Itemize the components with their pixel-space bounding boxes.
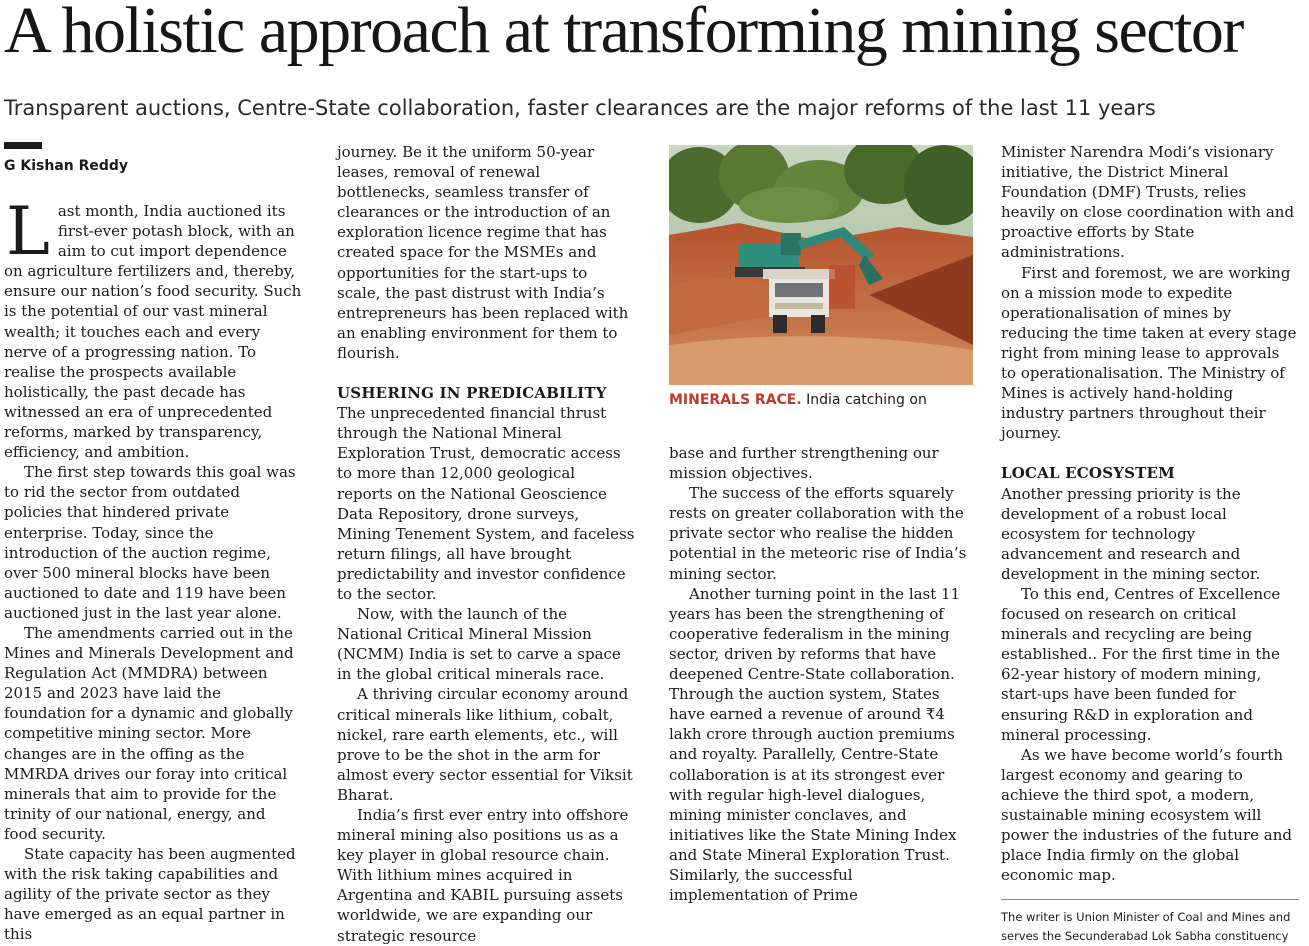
paragraph: base and further strengthening our mission objectives. [669,444,939,483]
paragraph: State capacity has been augmented with the risk taking capabilities and agility of the private sector as they have emerged as an equal partner in this [4,845,296,944]
paragraph: Another turning point in the last 11 years has been the strengthening of cooperative federalism in the mining sector, driven by reforms that have deepened Centre-State collaboration. Through the auction system, States have earned a revenue of around ₹4 lakh crore through auction premiums and royalty. Parallelly, Centre-State collaboration is at its strongest ever with regular high-level dialogues, mining minister conclaves, and initiatives like the State Mining Index and State Mineral Exploration Trust. Similarly, the successful implementation of Prime [669,584,961,905]
byline: G Kishan Reddy [4,158,129,174]
column-2 [337,142,635,946]
byline-bar [4,142,42,149]
deck-subheadline: Transparent auctions, Centre-State collaboration, faster clearances are the major reforms of the last 11 years [4,96,1156,120]
photo-caption [669,391,967,409]
author-footnote: The writer is Union Minister of Coal and Mines and serves the Secunderabad Lok Sabha constituency [1001,910,1291,944]
paragraph: The amendments carried out in the Mines and Minerals Development and Regulation Act (MMDRA) between 2015 and 2023 have laid the foundation for a dynamic and globally competitive mining sector. More changes are in the offing as the MMRDA drives our foray into critical minerals that aim to provide for the trinity of our national, energy, and food security. [4,623,294,843]
paragraph: To this end, Centres of Excellence focused on research on critical minerals and recycling are being established.. For the first time in the 62-year history of modern mining, start-ups have been funded for ensuring R&D in exploration and mineral processing. [1001,584,1281,744]
paragraph: A thriving circular economy around critical minerals like lithium, cobalt, nickel, rare earth elements, etc., will prove to be the shot in the arm for almost every sector essential for Viksit Bharat. [337,685,633,804]
headline: A holistic approach at transforming mining sector [4,0,1243,67]
paragraph: First and foremost, we are working on a mission mode to expedite operationalisation of mines by reducing the time taken at every stage right from mining lease to approvals to operationalisation. The Ministry of Mines is actively hand-holding industry partners throughout their journey. [1001,263,1297,443]
paragraph: Another pressing priority is the development of a robust local ecosystem for technology advancement and research and development in the mining sector. [1001,484,1261,583]
excavator-photo [669,145,973,385]
paragraph: Last month, India auctioned its first-ever potash block, with an aim to cut import dependence on agriculture fertilizers and, thereby, ensure our nation’s food security. Such is the potential of our vast mineral wealth; it touches each and every nerve of a progressing nation. To realise the prospects available holistically, the past decade has witnessed an era of unprecedented reforms, marked by transparency, efficiency, and ambition. [4,193,302,462]
paragraph: Minister Narendra Modi’s visionary initiative, the District Mineral Foundation (DMF) Trusts, relies heavily on close coordination with and proactive efforts by State administrations. [1001,143,1295,262]
section-heading: LOCAL ECOSYSTEM [1001,464,1175,483]
caption-lead: MINERALS RACE. [669,392,802,408]
paragraph: Now, with the launch of the National Critical Mineral Mission (NCMM) India is set to carve a space in the global critical minerals race. [337,605,621,684]
section-heading: USHERING IN PREDICABILITY [337,384,607,403]
column-3 [669,145,967,905]
paragraph: The first step towards this goal was to rid the sector from outdated policies that hindered private enterprise. Today, since the introduction of the auction regime, over 500 mineral blocks have been auctioned to date and 119 have been auctioned just in the last year alone. [4,463,296,622]
caption-text: India catching on [801,392,927,408]
paragraph: India’s first ever entry into offshore mineral mining also positions us as a key player in global resource chain. With lithium mines acquired in Argentina and KABIL pursuing assets worldwide, we are expanding our strategic resource [337,806,629,945]
paragraph: journey. Be it the uniform 50-year leases, removal of renewal bottlenecks, seamless transfer of clearances or the introduction of an exploration licence regime that has created space for the MSMEs and opportunities for the start-ups to scale, the past distrust with India’s entrepreneurs has been replaced with an enabling environment for them to flourish. [337,143,629,362]
footnote-rule [1001,899,1299,946]
column-4 [1001,142,1299,946]
paragraph: As we have become world’s fourth largest economy and gearing to achieve the third spot, a modern, sustainable mining ecosystem will power the industries of the future and place India firmly on the global economic map. [1001,745,1292,885]
column-1 [4,142,302,944]
paragraph: The success of the efforts squarely rests on greater collaboration with the private sector who realise the hidden potential in the meteoric rise of India’s mining sector. [669,484,967,583]
drop-cap: L [6,193,50,270]
paragraph: The unprecedented financial thrust through the National Mineral Exploration Trust, democratic access to more than 12,000 geological reports on the National Geoscience Data Repository, drone surveys, Mining Tenement System, and faceless return filings, all have brought predictability and investor confidence to the sector. [337,404,635,603]
